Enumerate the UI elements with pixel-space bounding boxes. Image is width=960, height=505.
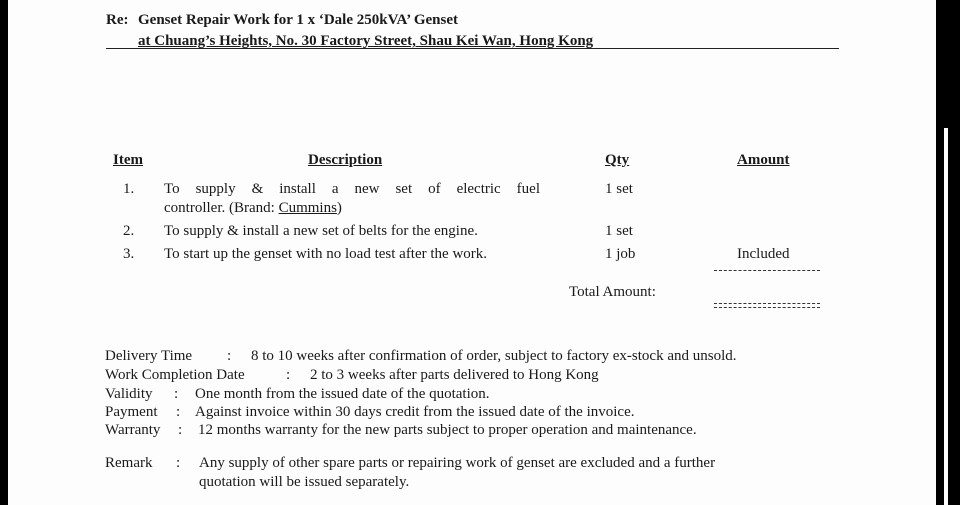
remark-colon: : bbox=[176, 455, 181, 471]
total-amount-label: Total Amount: bbox=[569, 284, 656, 300]
photo-right-edge-paper bbox=[944, 128, 948, 505]
work-completion-colon: : bbox=[286, 367, 291, 383]
remark-label: Remark bbox=[105, 455, 153, 471]
payment-value: Against invoice within 30 days credit from the issued date of the invoice. bbox=[195, 404, 635, 420]
validity-colon: : bbox=[174, 386, 179, 402]
validity-value: One month from the issued date of the quotation. bbox=[195, 386, 490, 402]
row-2-qty: 1 set bbox=[605, 223, 633, 239]
work-completion-value: 2 to 3 weeks after parts delivered to Hong Kong bbox=[310, 367, 599, 383]
payment-label: Payment bbox=[105, 404, 158, 420]
subject-line bbox=[106, 12, 458, 29]
remark-value-line1: Any supply of other spare parts or repairing work of genset are excluded and a further bbox=[199, 455, 716, 471]
row-3-item: 3. bbox=[123, 246, 135, 262]
column-header-item: Item bbox=[113, 152, 143, 168]
header-divider bbox=[106, 48, 839, 49]
quotation-page bbox=[8, 0, 948, 505]
warranty-colon: : bbox=[178, 422, 183, 438]
work-completion-label: Work Completion Date bbox=[105, 367, 245, 383]
row-3-qty: 1 job bbox=[605, 246, 636, 262]
warranty-label: Warranty bbox=[105, 422, 161, 438]
delivery-time-colon: : bbox=[227, 348, 232, 364]
row-1-description-prefix: controller. (Brand: bbox=[164, 200, 279, 216]
row-2-description: To supply & install a new set of belts for the engine. bbox=[164, 223, 478, 239]
payment-colon: : bbox=[176, 404, 181, 420]
delivery-time-value: 8 to 10 weeks after confirmation of order, subject to factory ex-stock and unsold. bbox=[251, 348, 737, 364]
total-double-rule bbox=[714, 303, 820, 308]
subtotal-dashed-rule bbox=[714, 270, 820, 271]
delivery-time-label: Delivery Time bbox=[105, 348, 193, 364]
row-1-qty: 1 set bbox=[605, 181, 633, 197]
warranty-value: 12 months warranty for the new parts subject to proper operation and maintenance. bbox=[198, 422, 697, 438]
validity-label: Validity bbox=[105, 386, 153, 402]
column-header-description: Description bbox=[308, 152, 383, 168]
re-label: Re: bbox=[106, 12, 129, 28]
row-1-description-suffix: ) bbox=[336, 200, 342, 216]
row-3-description: To start up the genset with no load test after the work. bbox=[164, 246, 488, 262]
row-2-item: 2. bbox=[123, 223, 135, 239]
subject-address: at Chuang’s Heights, No. 30 Factory Street, Shau Kei Wan, Hong Kong bbox=[138, 33, 594, 49]
column-header-amount: Amount bbox=[737, 152, 790, 168]
subject-title: Genset Repair Work for 1 x ‘Dale 250kVA’ Genset bbox=[138, 12, 458, 28]
remark-value-line2: quotation will be issued separately. bbox=[199, 474, 410, 490]
row-1-brand: Cummins bbox=[278, 200, 337, 216]
row-1-item: 1. bbox=[123, 181, 135, 197]
row-1-description-line1: To supply & install a new set of electric fuel bbox=[164, 181, 540, 197]
row-3-amount: Included bbox=[737, 246, 790, 262]
row-1-description-line2 bbox=[164, 200, 342, 217]
column-header-qty: Qty bbox=[605, 152, 630, 168]
